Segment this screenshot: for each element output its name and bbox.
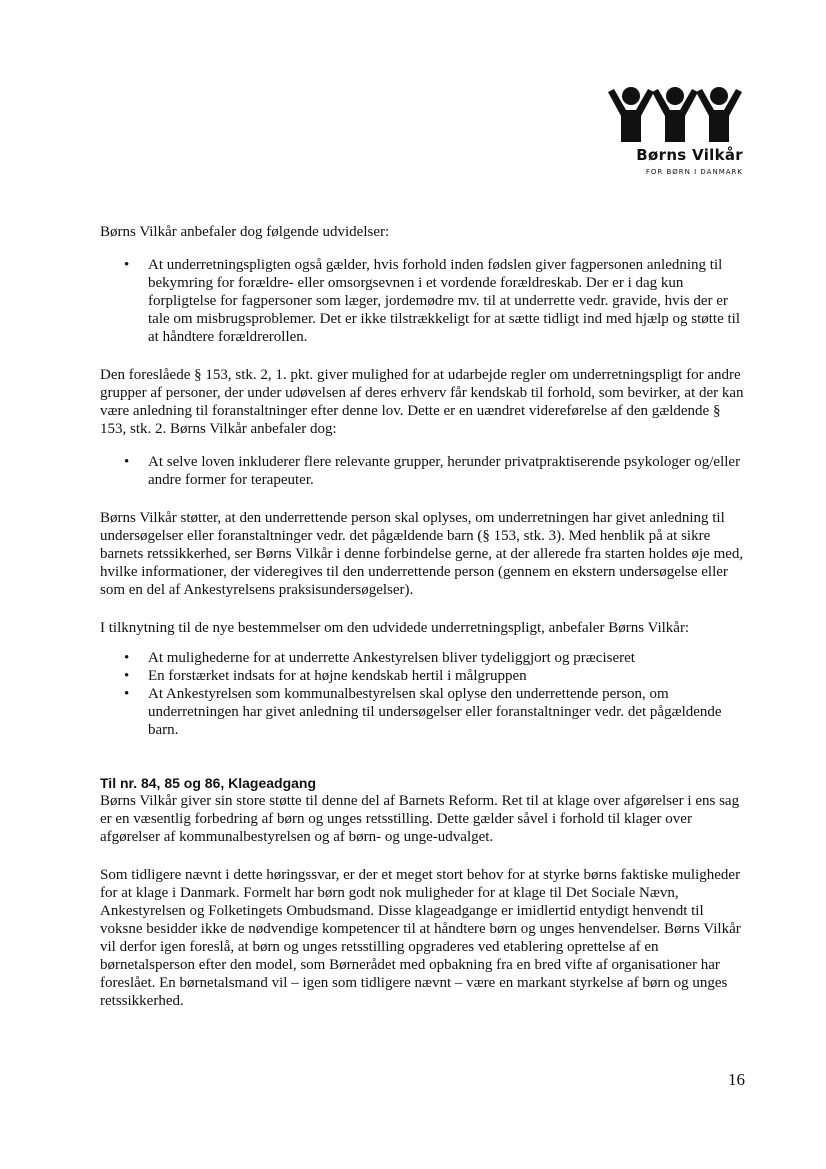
children-figures-icon: [608, 86, 743, 146]
paragraph-153-stk3: Børns Vilkår støtter, at den underrettende person skal oplyses, om underretningen har givet anledning til undersøgelser eller foranstaltninger vedr. det pågældende barn (§ 153, stk. 3). Med henblik på at sikre barnets retssikkerhed, ser Børns Vilkår i denne forbindelse gerne, at der allerede fra starten holdes øje med, hvilke informationer, der videregives til den underrettende person (gennem en ekstern undersøgelse eller som en del af Ankestyrelsens praksisundersøgelser).: [100, 510, 744, 598]
list-item: • At mulighederne for at underrette Ankestyrelsen bliver tydeliggjort og præciseret: [100, 649, 745, 667]
intro-paragraph: Børns Vilkår anbefaler dog følgende udvidelser:: [100, 224, 390, 240]
bullet-list-1: [100, 256, 745, 346]
bullet-list-2: [100, 453, 745, 489]
list-item: • At underretningspligten også gælder, hvis forhold inden fødslen giver fagpersonen anledning til bekymring for forældre- eller omsorgsevnen i et vordende forældreskab. Der er i dag kun forpligtelse for fagpersoner som læger, jordemødre mv. til at underrette vedr. gravide, hvis der er tale om misbrugsproblemer. Det er ikke tilstrækkeligt for at sætte tidligt ind med hjælp og støtte til at håndtere forældrerollen.: [100, 256, 745, 346]
paragraph-recommendation-intro: I tilknytning til de nye bestemmelser om den udvidede underretningspligt, anbefaler Børns Vilkår:: [100, 620, 690, 636]
paragraph-153-stk2: Den foreslåede § 153, stk. 2, 1. pkt. giver mulighed for at udarbejde regler om underretningspligt for andre grupper af personer, der under udøvelsen af deres erhverv får kendskab til forhold, som bevirker, at der kan være anledning til foranstaltninger efter denne lov. Dette er en uændret videreførelse af den gældende § 153, stk. 2. Børns Vilkår anbefaler dog:: [100, 367, 744, 437]
organization-logo: [608, 86, 743, 186]
paragraph-boernetalsperson: Som tidligere nævnt i dette høringssvar, er der et meget stort behov for at styrke børns faktiske muligheder for at klage i Danmark. Formelt har børn godt nok muligheder for at klage til Det Sociale Nævn, Ankestyrelsen og Folketingets Ombudsmand. Disse klageadgange er imidlertid entydigt henvendt til voksne besidder ikke de nødvendige kompetencer til at håndtere børn og unges henvendelser. Børns Vilkår vil derfor igen foreslå, at børn og unges retsstilling opgraderes ved etablering oprettelse af en børnetalsperson efter den model, som Børnerådet med opbakning fra en bred vifte af organisationer har foreslået. En børnetalsmand vil – igen som tidligere nævnt – være en markant styrkelse af børn og unges retssikkerhed.: [100, 867, 741, 1009]
bullet-list-3: [100, 649, 745, 739]
page-number: 16: [728, 1070, 745, 1089]
paragraph-klageadgang: Børns Vilkår giver sin store støtte til denne del af Barnets Reform. Ret til at klage over afgørelser i ens sag er en væsentlig forbedring af børn og unges retsstilling. Dette gælder såvel i forhold til klager over afgørelser af kommunalbestyrelsen og af børn- og unge-udvalget.: [100, 793, 740, 845]
logo-wordmark: Børns Vilkår: [636, 146, 743, 164]
list-item: • En forstærket indsats for at højne kendskab hertil i målgruppen: [100, 667, 745, 685]
list-item: • At selve loven inkluderer flere relevante grupper, herunder privatpraktiserende psykologer og/eller andre former for terapeuter.: [100, 453, 745, 489]
logo-tagline: FOR BØRN I DANMARK: [645, 168, 743, 176]
document-body: [100, 223, 745, 1010]
list-item: • At Ankestyrelsen som kommunalbestyrelsen skal oplyse den underrettende person, om underretningen har givet anledning til undersøgelser eller foranstaltninger vedr. det pågældende barn.: [100, 685, 745, 739]
section-heading: Til nr. 84, 85 og 86, Klageadgang: [100, 775, 317, 791]
